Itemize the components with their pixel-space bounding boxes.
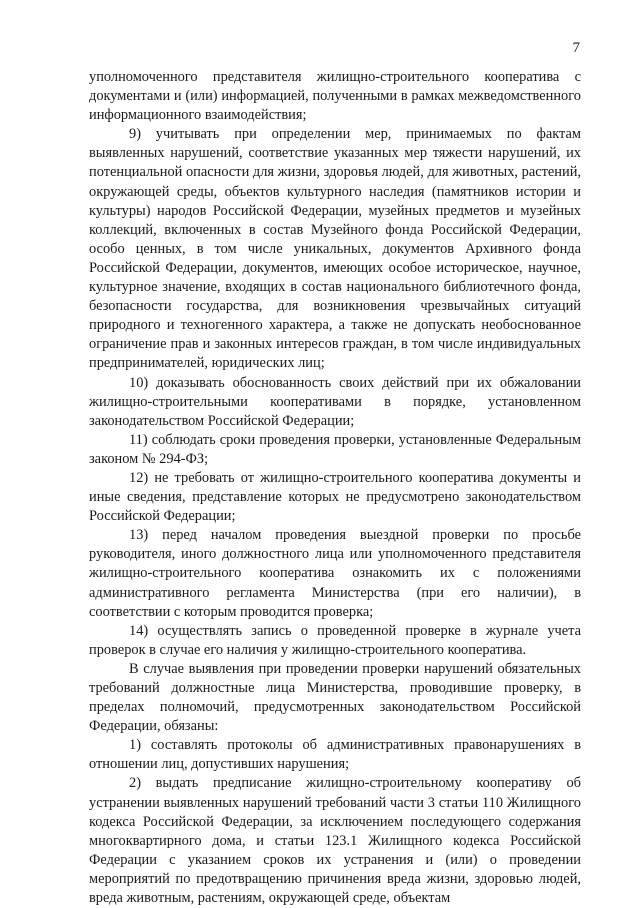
paragraph-violations-intro: В случае выявления при проведении проверки нарушений обязательных требований должностные лица Министерства, проводившие проверку, в пределах полномочий, предусмотренных законодательством Российской Федерации, обязаны: [89,660,581,735]
body-text [89,68,581,908]
paragraph-continuation: уполномоченного представителя жилищно-строительного кооператива с документами и (или) информацией, полученными в рамках межведомственного информационного взаимодействия; [89,69,581,124]
page-number: 7 [572,40,580,56]
paragraph-item-13: 13) перед началом проведения выездной проверки по просьбе руководителя, иного должностного лица или уполномоченного представителя жилищно-строительного кооператива ознакомить их с положениями административного регламента Министерства (при его наличии), в соответствии с которым проводится проверка; [89,527,581,620]
paragraph-item-14: 14) осуществлять запись о проведенной проверке в журнале учета проверок в случае его наличия у жилищно-строительного кооператива. [89,622,581,658]
paragraph-item-12: 12) не требовать от жилищно-строительного кооператива документы и иные сведения, представление которых не предусмотрено законодательством Российской Федерации; [89,469,581,525]
paragraph-item-9: 9) учитывать при определении мер, принимаемых по фактам выявленных нарушений, соответствие указанных мер тяжести нарушений, их потенциальной опасности для жизни, здоровья людей, для животных, растений, окружающей среды, объектов культурного наследия (памятников истории и культуры) народов Российской Федерации, музейных предметов и музейных коллекций, включенных в состав Музейного фонда Российской Федерации, особо ценных, в том числе уникальных, документов Архивного фонда Российской Федерации, документов, имеющих особое историческое, научное, культурное значение, входящих в состав национального библиотечного фонда, безопасности государства, для возникновения чрезвычайных ситуаций природного и техногенного характера, а также не допускать необоснованное ограничение прав и законных интересов граждан, в том числе индивидуальных предпринимателей, юридических лиц; [89,126,581,372]
paragraph-item-10: 10) доказывать обоснованность своих действий при их обжаловании жилищно-строительными кооперативами в порядке, установленном законодательством Российской Федерации; [89,374,581,429]
paragraph-duty-1: 1) составлять протоколы об административных правонарушениях в отношении лиц, допустивших нарушения; [89,737,581,773]
paragraph-duty-2: 2) выдать предписание жилищно-строительному кооперативу об устранении выявленных нарушений требований части 3 статьи 110 Жилищного кодекса Российской Федерации, за исключением последующего содержания многоквартирного дома, и статьи 123.1 Жилищного кодекса Российской Федерации с указанием сроков их устранения и (или) о проведении мероприятий по предотвращению причинения вреда жизни, здоровью людей, вреда животным, растениям, окружающей среде, объектам [89,775,581,907]
paragraph-item-11: 11) соблюдать сроки проведения проверки, установленные Федеральным законом № 294-ФЗ; [89,431,581,467]
